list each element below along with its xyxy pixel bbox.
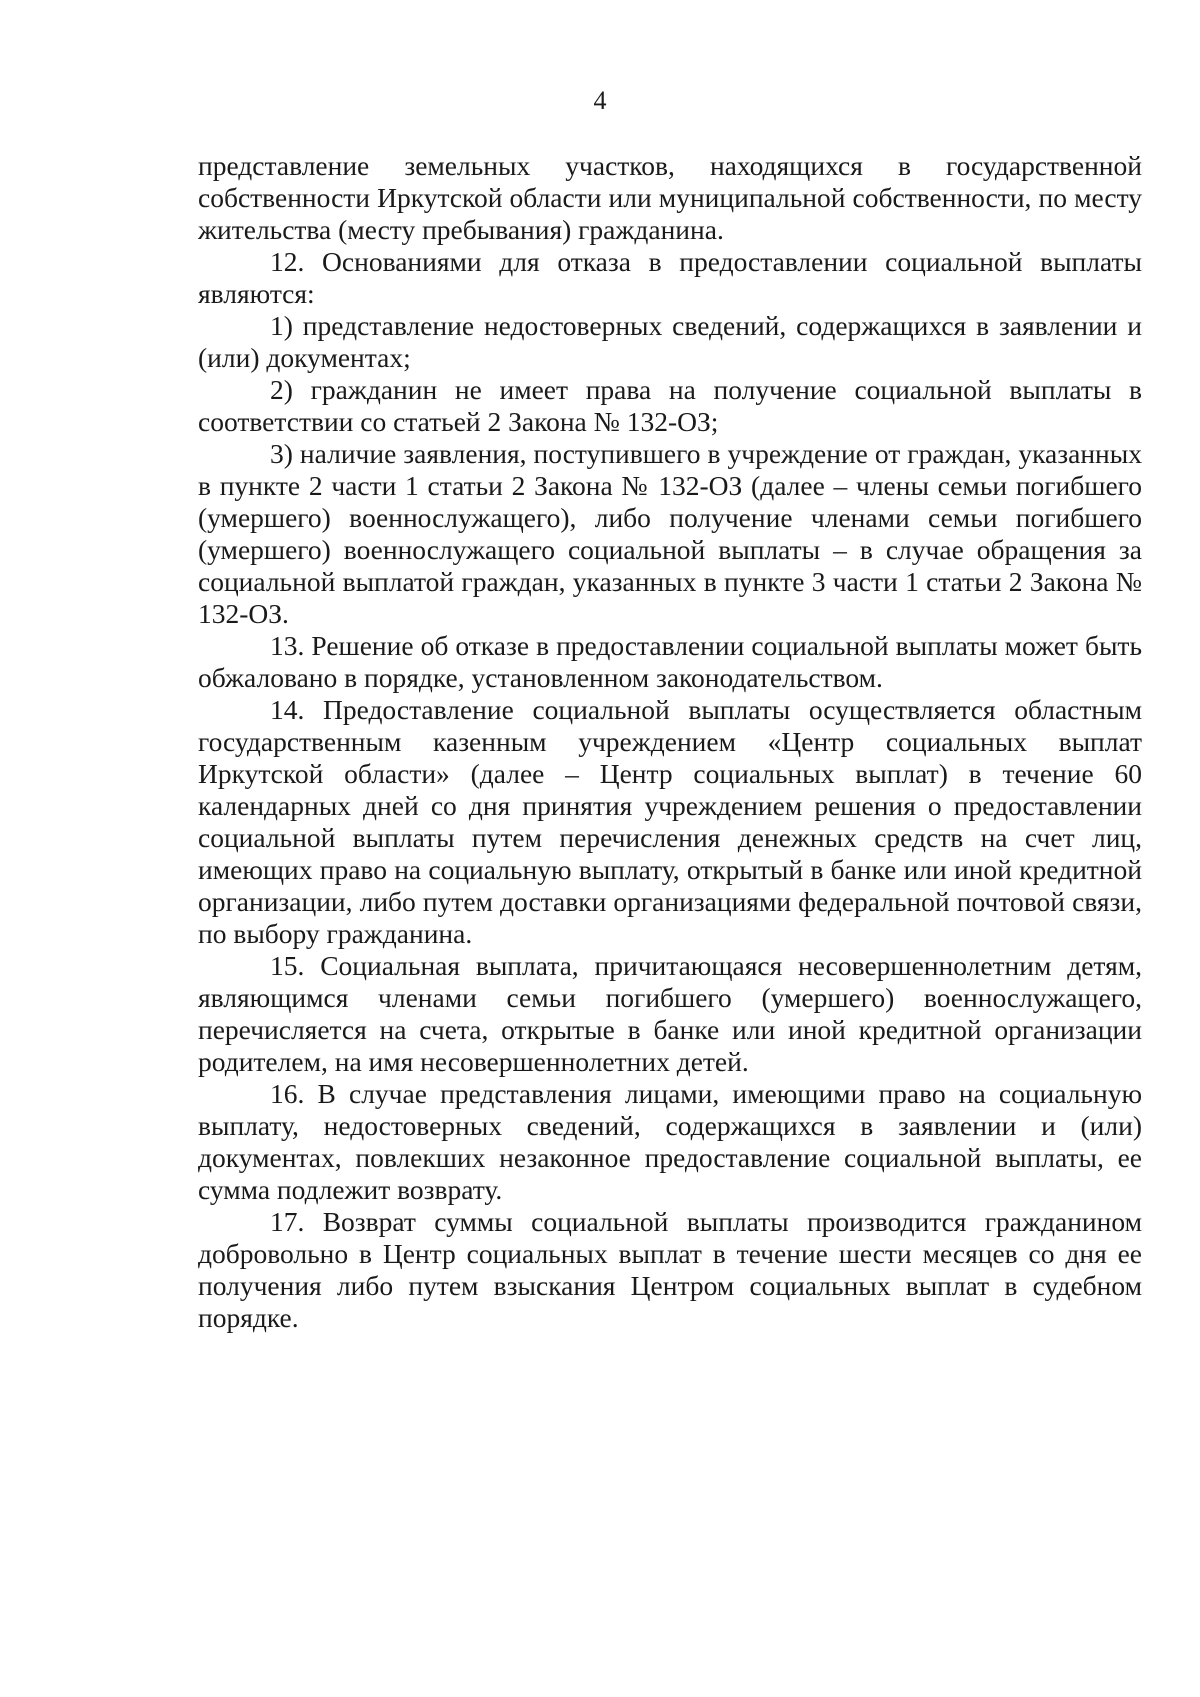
paragraph-15: 15. Социальная выплата, причитающаяся несовершеннолетним детям, являющимся членами семьи погибшего (умершего) военнослужащего, перечисляется на счета, открытые в банке или иной кредитной организации родителем, на имя несовершеннолетних детей. (198, 950, 1142, 1077)
paragraph-13: 13. Решение об отказе в предоставлении социальной выплаты может быть обжаловано в порядке, установленном законодательством. (198, 630, 1142, 693)
paragraph-16: 16. В случае представления лицами, имеющими право на социальную выплату, недостоверных сведений, содержащихся в заявлении и (или) документах, повлекших незаконное предоставление социальной выплаты, ее сумма подлежит возврату. (198, 1078, 1142, 1205)
paragraph-17: 17. Возврат суммы социальной выплаты производится гражданином добровольно в Центр социальных выплат в течение шести месяцев со дня ее получения либо путем взыскания Центром социальных выплат в судебном порядке. (198, 1206, 1142, 1333)
paragraph-12-item-3: 3) наличие заявления, поступившего в учреждение от граждан, указанных в пункте 2 части 1 статьи 2 Закона № 132-ОЗ (далее – члены семьи погибшего (умершего) военнослужащего), либо получение членами семьи погибшего (умершего) военнослужащего социальной выплаты – в случае обращения за социальной выплатой граждан, указанных в пункте 3 части 1 статьи 2 Закона № 132-ОЗ. (198, 438, 1142, 629)
page-number: 4 (593, 86, 607, 115)
document-body (198, 150, 1142, 1334)
paragraph-12-item-1: 1) представление недостоверных сведений, содержащихся в заявлении и (или) документах; (198, 310, 1142, 373)
paragraph-14: 14. Предоставление социальной выплаты осуществляется областным государственным казенным учреждением «Центр социальных выплат Иркутской области» (далее – Центр социальных выплат) в течение 60 календарных дней со дня принятия учреждением решения о предоставлении социальной выплаты путем перечисления денежных средств на счет лиц, имеющих право на социальную выплату, открытый в банке или иной кредитной организации, либо путем доставки организациями федеральной почтовой связи, по выбору гражданина. (198, 694, 1142, 949)
paragraph-continuation: представление земельных участков, находящихся в государственной собственности Иркутской области или муниципальной собственности, по месту жительства (месту пребывания) гражданина. (198, 150, 1142, 245)
paragraph-12: 12. Основаниями для отказа в предоставлении социальной выплаты являются: (198, 246, 1142, 309)
paragraph-12-item-2: 2) гражданин не имеет права на получение социальной выплаты в соответствии со статьей 2 Закона № 132-ОЗ; (198, 374, 1142, 437)
